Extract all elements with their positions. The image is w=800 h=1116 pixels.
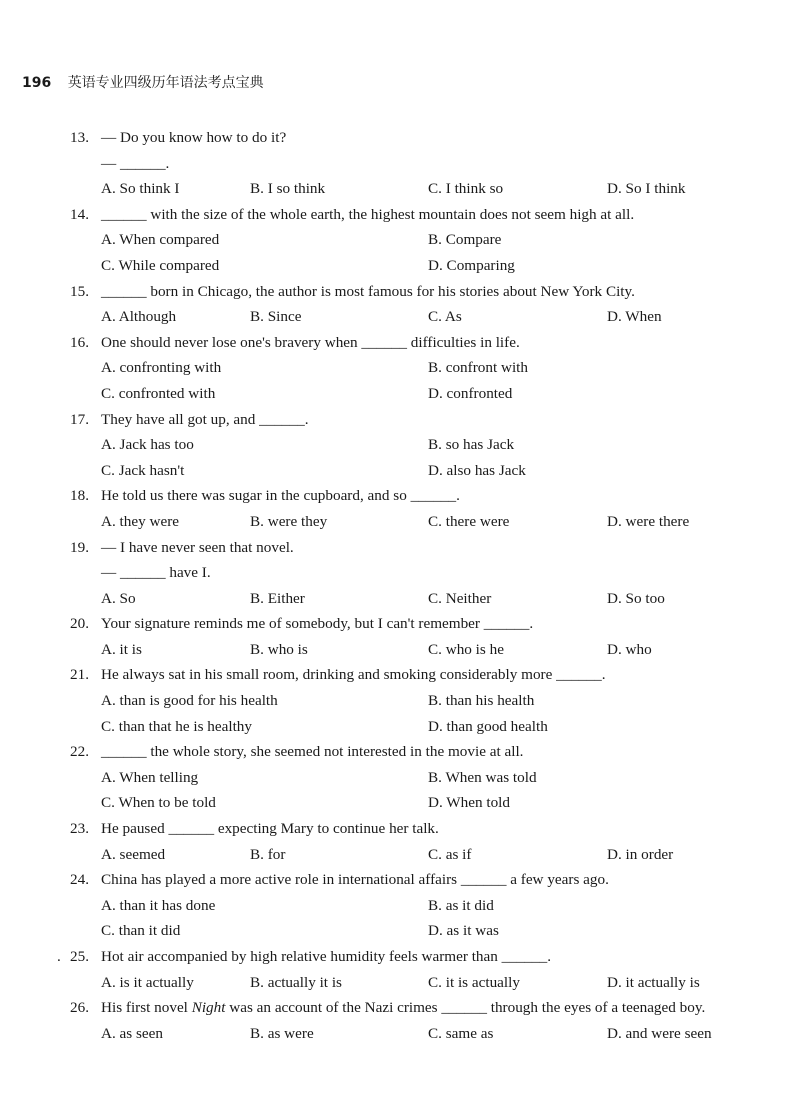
answer-option: A. it is	[101, 640, 142, 658]
question-17	[0, 407, 800, 484]
answer-option: A. seemed	[101, 845, 166, 863]
answer-option: D. it actually is	[607, 973, 700, 991]
question-text: ______ born in Chicago, the author is most famous for his stories about New York City.	[101, 282, 635, 300]
answer-option: A. So think I	[101, 180, 180, 198]
answer-option: C. it is actually	[428, 973, 520, 991]
answer-option: C. than it did	[101, 922, 181, 940]
question-text: One should never lose one's bravery when ______ difficulties in life.	[101, 333, 520, 351]
question-26	[0, 995, 800, 1046]
options-row	[0, 304, 800, 330]
answer-option: B. Compare	[428, 231, 502, 249]
question-text: His first novel Night was an account of the Nazi crimes ______ through the eyes of a teenaged boy.	[101, 999, 706, 1017]
answer-option: B. confront with	[428, 359, 528, 377]
question-number: 25.	[70, 948, 89, 965]
options-row	[0, 970, 800, 996]
question-stem-line	[0, 611, 800, 637]
question-number: 26.	[70, 999, 89, 1017]
question-23	[0, 816, 800, 867]
answer-option: C. who is he	[428, 640, 504, 658]
answer-option: D. and were seen	[607, 1024, 712, 1042]
answer-option: D. Comparing	[428, 256, 515, 274]
options-row	[0, 1021, 800, 1047]
answer-option: B. as were	[250, 1024, 314, 1042]
answer-option: B. were they	[250, 512, 328, 530]
options-row	[0, 918, 800, 944]
question-21	[0, 662, 800, 739]
question-18	[0, 483, 800, 534]
question-16	[0, 330, 800, 407]
answer-option: D. than good health	[428, 717, 548, 735]
question-13	[0, 125, 800, 202]
question-number: 23.	[70, 820, 89, 838]
answer-option: C. Jack hasn't	[101, 461, 185, 479]
question-stem-line	[0, 125, 800, 151]
book-title: 英语专业四级历年语法考点宝典	[67, 75, 264, 91]
question-text: They have all got up, and ______.	[101, 410, 309, 428]
question-text: ______ the whole story, she seemed not interested in the movie at all.	[101, 743, 524, 761]
answer-option: C. While compared	[101, 256, 220, 274]
question-number: 14.	[70, 205, 89, 223]
answer-option: A. than it has done	[101, 896, 216, 914]
question-number: 19.	[70, 538, 89, 556]
answer-option: A. So	[101, 589, 136, 607]
question-number: 24.	[70, 871, 89, 889]
answer-option: D. So too	[607, 589, 665, 607]
question-stem-line	[0, 202, 800, 228]
page-header	[22, 72, 264, 92]
answer-option: A. Although	[101, 308, 177, 326]
question-stem-line	[0, 407, 800, 433]
options-row	[0, 381, 800, 407]
question-stem-line	[0, 483, 800, 509]
question-text: — ______.	[101, 154, 170, 172]
question-stem-line	[0, 867, 800, 893]
answer-option: B. who is	[250, 640, 308, 658]
question-text: ______ with the size of the whole earth, the highest mountain does not seem high at all.	[101, 205, 635, 223]
question-number: 15.	[70, 282, 89, 300]
answer-option: B. I so think	[250, 180, 326, 198]
question-number: 21.	[70, 666, 89, 684]
answer-option: D. who	[607, 640, 652, 658]
answer-option: A. confronting with	[101, 359, 222, 377]
answer-option: A. When compared	[101, 231, 220, 249]
options-row	[0, 714, 800, 740]
question-text: He paused ______ expecting Mary to continue her talk.	[101, 820, 439, 838]
question-list	[0, 125, 800, 1046]
options-row	[0, 688, 800, 714]
options-row	[0, 253, 800, 279]
answer-option: C. As	[428, 308, 462, 326]
answer-option: A. When telling	[101, 768, 199, 786]
answer-option: B. as it did	[428, 896, 494, 914]
question-19	[0, 535, 800, 612]
question-stem-line	[0, 535, 800, 561]
options-row	[0, 458, 800, 484]
options-row	[0, 227, 800, 253]
answer-option: A. is it actually	[101, 973, 194, 991]
options-row	[0, 790, 800, 816]
answer-option: A. than is good for his health	[101, 692, 278, 710]
question-25	[0, 944, 800, 995]
question-text: China has played a more active role in international affairs ______ a few years ago.	[101, 871, 609, 889]
answer-option: B. Since	[250, 308, 302, 326]
question-number: 16.	[70, 333, 89, 351]
answer-option: B. actually it is	[250, 973, 342, 991]
answer-option: D. confronted	[428, 384, 513, 402]
answer-option: D. also has Jack	[428, 461, 526, 479]
answer-option: C. confronted with	[101, 384, 216, 402]
answer-option: D. When told	[428, 794, 510, 812]
options-row	[0, 176, 800, 202]
answer-option: C. Neither	[428, 589, 492, 607]
answer-option: D. as it was	[428, 922, 499, 940]
answer-option: D. So I think	[607, 180, 686, 198]
answer-option: A. they were	[101, 512, 180, 530]
question-stem-line	[0, 151, 800, 177]
question-text: He always sat in his small room, drinking and smoking considerably more ______.	[101, 666, 606, 684]
answer-option: C. When to be told	[101, 794, 216, 812]
options-row	[0, 637, 800, 663]
question-text: Your signature reminds me of somebody, but I can't remember ______.	[101, 615, 534, 633]
question-stem-line	[0, 816, 800, 842]
answer-option: C. than that he is healthy	[101, 717, 252, 735]
answer-option: C. as if	[428, 845, 472, 863]
answer-option: B. so has Jack	[428, 436, 515, 454]
question-text: — ______ have I.	[101, 564, 211, 582]
stray-mark: .	[57, 948, 61, 965]
question-stem-line	[0, 995, 800, 1021]
question-text: Hot air accompanied by high relative humidity feels warmer than ______.	[101, 948, 552, 965]
answer-option: B. than his health	[428, 692, 535, 710]
answer-option: B. for	[250, 845, 286, 863]
options-row	[0, 355, 800, 381]
options-row	[0, 765, 800, 791]
answer-option: A. as seen	[101, 1024, 163, 1042]
question-stem-line	[0, 944, 800, 970]
question-text: — I have never seen that novel.	[101, 538, 294, 556]
options-row	[0, 893, 800, 919]
question-text: He told us there was sugar in the cupboard, and so ______.	[101, 487, 460, 505]
question-text: — Do you know how to do it?	[101, 129, 287, 146]
answer-option: C. I think so	[428, 180, 504, 198]
options-row	[0, 586, 800, 612]
question-15	[0, 279, 800, 330]
question-20	[0, 611, 800, 662]
options-row	[0, 842, 800, 868]
page-number: 196	[22, 75, 52, 91]
answer-option: C. same as	[428, 1024, 494, 1042]
question-stem-line	[0, 662, 800, 688]
question-stem-line	[0, 279, 800, 305]
question-stem-line	[0, 330, 800, 356]
question-24	[0, 867, 800, 944]
answer-option: B. Either	[250, 589, 305, 607]
question-14	[0, 202, 800, 279]
question-number: 22.	[70, 743, 89, 761]
question-stem-line	[0, 739, 800, 765]
question-number: 20.	[70, 615, 89, 633]
answer-option: D. were there	[607, 512, 690, 530]
answer-option: B. When was told	[428, 768, 537, 786]
answer-option: D. in order	[607, 845, 674, 863]
answer-option: D. When	[607, 308, 662, 326]
answer-option: A. Jack has too	[101, 436, 194, 454]
question-22	[0, 739, 800, 816]
question-number: 13.	[70, 129, 89, 146]
options-row	[0, 509, 800, 535]
question-number: 18.	[70, 487, 89, 505]
question-stem-line	[0, 560, 800, 586]
answer-option: C. there were	[428, 512, 510, 530]
question-number: 17.	[70, 410, 89, 428]
options-row	[0, 432, 800, 458]
